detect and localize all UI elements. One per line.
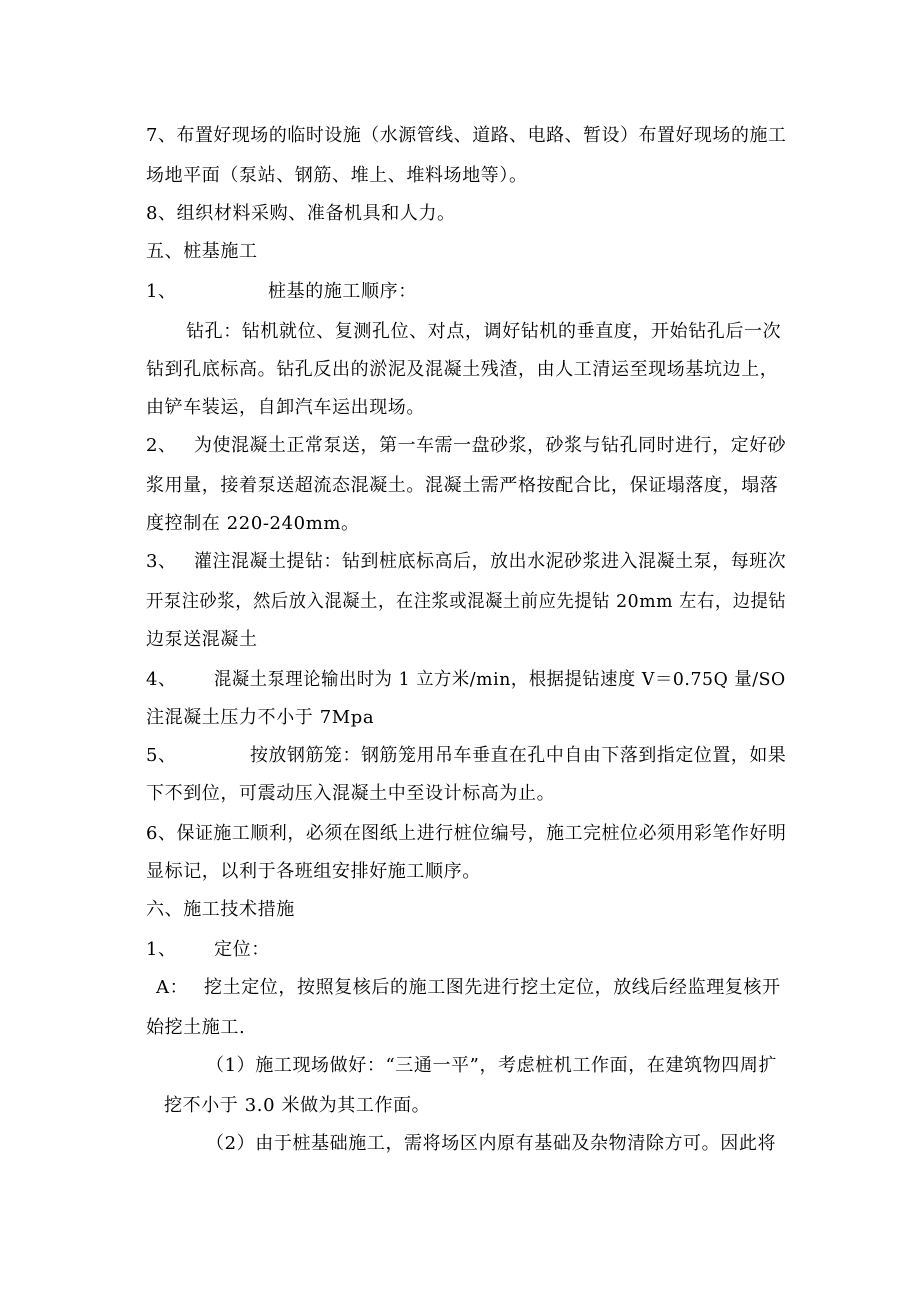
text-line: 7、布置好现场的临时设施（水源管线、道路、电路、暂设）布置好现场的施工 — [146, 125, 787, 146]
text-line: 钻孔：钻机就位、复测孔位、对点，调好钻机的垂直度，开始钻孔后一次 — [186, 321, 782, 342]
list-number: 4、 — [146, 669, 177, 690]
text-line: 混凝土泵理论输出时为 1 立方米/min，根据提钻速度 V＝0.75Q 量/SO — [214, 669, 786, 690]
list-number: 1、 — [146, 939, 177, 960]
text-line: 下不到位，可震动压入混凝土中至设计标高为止。 — [146, 783, 556, 804]
section-heading: 六、施工技术措施 — [146, 899, 295, 920]
list-number: 5、 — [146, 745, 177, 766]
text-line: 定位： — [214, 939, 270, 960]
text-line: 浆用量，接着泵送超流态混凝土。混凝土需严格按配合比，保证塌落度，塌落 — [146, 475, 779, 496]
text-line: （2）由于桩基础施工，需将场区内原有基础及杂物清除方可。因此将 — [206, 1133, 777, 1154]
list-number: 1、 — [146, 281, 177, 302]
text-line: （1）施工现场做好：“三通一平”，考虑桩机工作面，在建筑物四周扩 — [206, 1055, 778, 1076]
text-line: 场地平面（泵站、钢筋、堆上、堆料场地等）。 — [146, 165, 528, 186]
text-line: 开泵注砂浆，然后放入混凝土，在注浆或混凝土前应先提钻 20mm 左右，边提钻 — [146, 591, 787, 612]
text-line: 挖不小于 3.0 米做为其工作面。 — [164, 1095, 431, 1116]
section-heading: 五、桩基施工 — [146, 241, 258, 262]
text-line: 按放钢筋笼：钢筋笼用吊车垂直在孔中自由下落到指定位置，如果 — [250, 745, 787, 766]
text-line: 显标记，以利于各班组安排好施工顺序。 — [146, 861, 481, 882]
text-line: 6、保证施工顺利，必须在图纸上进行桩位编号，施工完桩位必须用彩笔作好明 — [146, 823, 787, 844]
text-line: 挖土定位，按照复核后的施工图先进行挖土定位，放线后经监理复核开 — [204, 977, 781, 998]
text-line: 始挖土施工. — [146, 1017, 246, 1038]
list-number: 3、 — [146, 551, 177, 572]
list-label: A： — [156, 977, 189, 998]
text-line: 8、组织材料采购、准备机具和人力。 — [146, 203, 456, 224]
list-number: 2、 — [146, 435, 177, 456]
text-line: 灌注混凝土提钻：钻到桩底标高后，放出水泥砂浆进入混凝土泵，每班次 — [194, 551, 787, 572]
text-line: 度控制在 220-240mm。 — [146, 513, 360, 534]
text-line: 由铲车装运，自卸汽车运出现场。 — [146, 397, 425, 418]
text-line: 注混凝土压力不小于 7Mpa — [146, 707, 375, 728]
text-line: 桩基的施工顺序： — [268, 281, 417, 302]
text-line: 边泵送混凝土 — [146, 629, 258, 650]
text-line: 钻到孔底标高。钻孔反出的淤泥及混凝土残渣，由人工清运至现场基坑边上， — [146, 359, 779, 380]
text-line: 为使混凝土正常泵送，第一车需一盘砂浆，砂浆与钻孔同时进行，定好砂 — [194, 435, 787, 456]
